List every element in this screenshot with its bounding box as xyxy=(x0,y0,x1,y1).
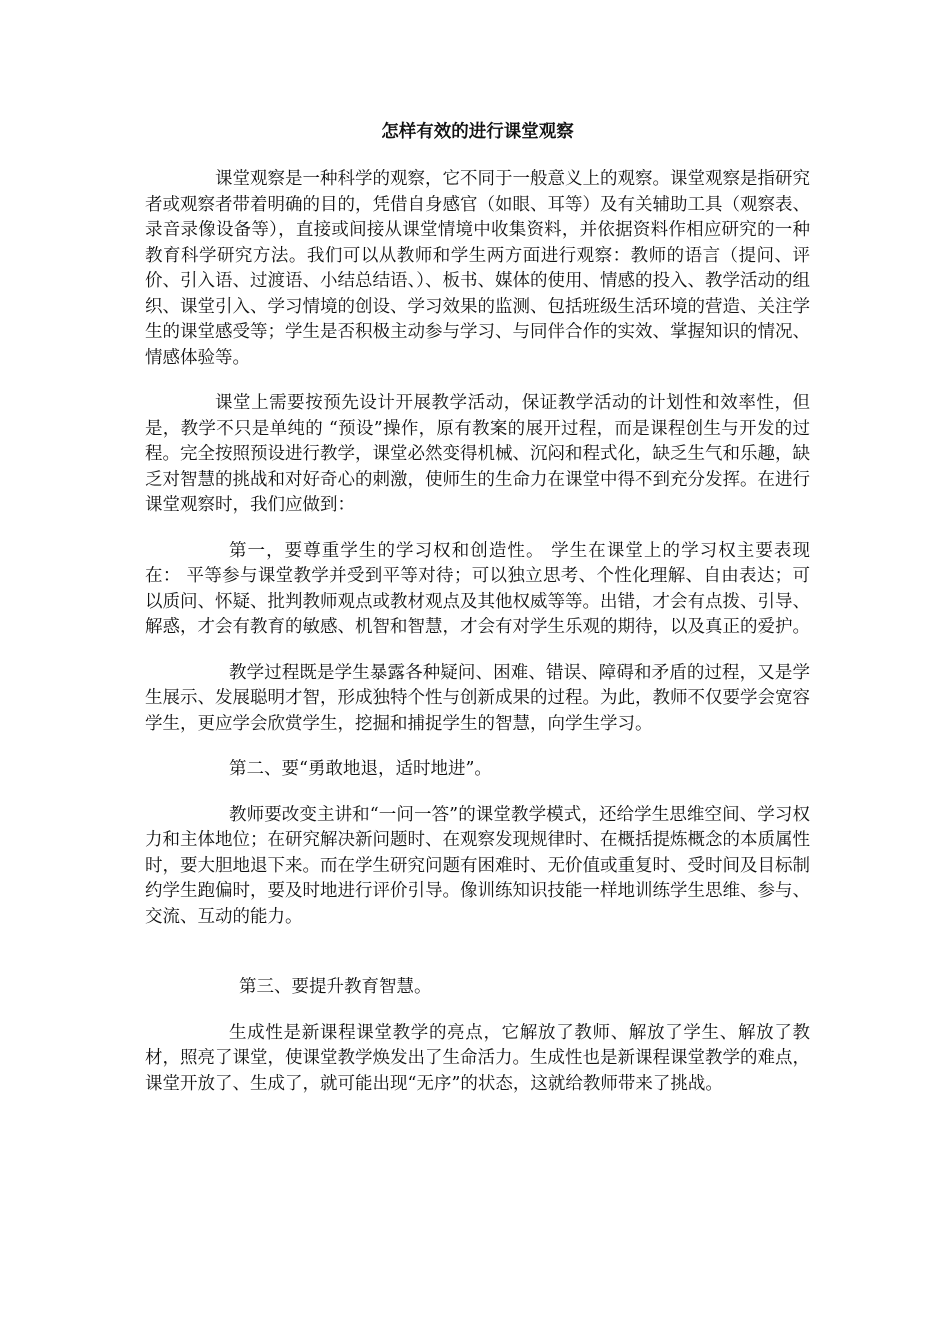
paragraph-3: 第一，要尊重学生的学习权和创造性。 学生在课堂上的学习权主要表现在： 平等参与课堂教学并受到平等对待；可以独立思考、个性化理解、自由表达；可以质问、怀疑、批判教师观点或教材观点及其他权威等等。出错，才会有点拨、引导、解惑，才会有教育的敏感、机智和智慧，才会有对学生乐观的期待，以及真正的爱护。 xyxy=(145,540,810,637)
paragraph-5: 教师要改变主讲和“一问一答”的课堂教学模式，还给学生思维空间、学习权力和主体地位；在研究解决新问题时、在观察发现规律时、在概括提炼概念的本质属性时，要大胆地退下来。而在学生研究问题有困难时、无价值或重复时、受时间及目标制约学生跑偏时，要及时地进行评价引导。像训练知识技能一样地训练学生思维、参与、交流、互动的能力。 xyxy=(145,804,810,927)
section-heading-2: 第二、要“勇敢地退，适时地进”。 xyxy=(229,759,492,779)
section-heading-3: 第三、要提升教育智慧。 xyxy=(239,977,432,997)
document-title: 怎样有效的进行课堂观察 xyxy=(381,122,574,142)
paragraph-4: 教学过程既是学生暴露各种疑问、困难、错误、障碍和矛盾的过程，又是学生展示、发展聪明才智，形成独特个性与创新成果的过程。为此，教师不仅要学会宽容学生，更应学会欣赏学生，挖掘和捕捉学生的智慧，向学生学习。 xyxy=(145,662,810,734)
paragraph-2: 课堂上需要按预先设计开展教学活动，保证教学活动的计划性和效率性，但是，教学不只是单纯的 “预设”操作，原有教案的展开过程，而是课程创生与开发的过程。完全按照预设进行教学，课堂必然变得机械、沉闷和程式化，缺乏生气和乐趣，缺乏对智慧的挑战和对好奇心的刺激，使师生的生命力在课堂中得不到充分发挥。在进行课堂观察时，我们应做到： xyxy=(145,393,810,515)
paragraph-6: 生成性是新课程课堂教学的亮点，它解放了教师、解放了学生、解放了教材，照亮了课堂，使课堂教学焕发出了生命活力。生成性也是新课程课堂教学的难点，课堂开放了、生成了，就可能出现“无序”的状态，这就给教师带来了挑战。 xyxy=(145,1022,810,1094)
paragraph-1: 课堂观察是一种科学的观察，它不同于一般意义上的观察。课堂观察是指研究者或观察者带着明确的目的，凭借自身感官（如眼、耳等）及有关辅助工具（观察表、录音录像设备等），直接或间接从课堂情境中收集资料，并依据资料作相应研究的一种教育科学研究方法。我们可以从教师和学生两方面进行观察：教师的语言（提问、评价、引入语、过渡语、小结总结语、）、板书、媒体的使用、情感的投入、教学活动的组织、课堂引入、学习情境的创设、学习效果的监测、包括班级生活环境的营造、关注学生的课堂感受等；学生是否积极主动参与学习、与同伴合作的实效、掌握知识的情况、情感体验等。 xyxy=(145,169,810,368)
document-body xyxy=(145,120,810,1117)
